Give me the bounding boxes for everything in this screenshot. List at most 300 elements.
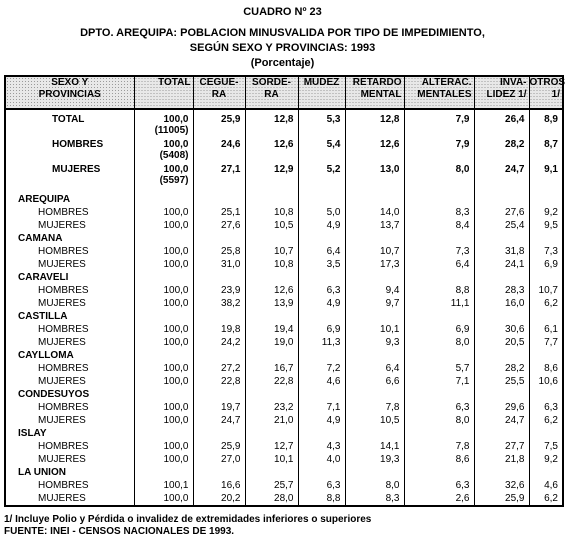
cell-mudez: 6,3: [298, 479, 345, 492]
empty-cell: [298, 232, 345, 245]
header-invalidez: INVA- LIDEZ 1/: [474, 76, 529, 109]
table-title: CUADRO Nº 23: [243, 6, 322, 18]
table-row: [5, 375, 563, 388]
table-row: [5, 414, 563, 427]
table-row: [5, 206, 563, 219]
cell-mudez: 6,3: [298, 284, 345, 297]
empty-cell: [193, 232, 245, 245]
header-otros: OTROS 1/: [529, 76, 563, 109]
cell-invalidez: 26,4: [474, 114, 529, 136]
cell-mudez: 7,2: [298, 362, 345, 375]
cell-otros: 10,6: [529, 375, 563, 388]
cell-sordera: 16,7: [245, 362, 298, 375]
spacer-cell: [404, 186, 474, 193]
cell-alterac: 8,0: [404, 164, 474, 186]
province-row: [5, 193, 563, 206]
empty-cell: [529, 271, 563, 284]
empty-cell: [474, 232, 529, 245]
table-row: [5, 453, 563, 466]
row-label: HOMBRES: [5, 284, 134, 297]
row-label: MUJERES: [5, 375, 134, 388]
row-label: MUJERES: [5, 258, 134, 271]
cell-sordera: 10,8: [245, 258, 298, 271]
cell-ceguera: 19,7: [193, 401, 245, 414]
row-label: MUJERES: [5, 492, 134, 506]
empty-cell: [134, 427, 193, 440]
empty-cell: [193, 310, 245, 323]
header-sordera: SORDE- RA: [245, 76, 298, 109]
cell-retardo: 9,7: [345, 297, 404, 310]
cell-total: 100,0: [134, 297, 193, 310]
cell-otros: 9,1: [529, 164, 563, 186]
cell-sordera: 12,8: [245, 114, 298, 136]
empty-cell: [345, 232, 404, 245]
empty-cell: [474, 271, 529, 284]
empty-cell: [404, 349, 474, 362]
cell-total: 100,0: [134, 284, 193, 297]
cell-invalidez: 20,5: [474, 336, 529, 349]
empty-cell: [134, 466, 193, 479]
cell-otros: 7,3: [529, 245, 563, 258]
cell-total: 100,0: [134, 492, 193, 506]
cell-alterac: 5,7: [404, 362, 474, 375]
cell-alterac: 6,4: [404, 258, 474, 271]
cell-mudez: 3,5: [298, 258, 345, 271]
cell-retardo: 17,3: [345, 258, 404, 271]
province-name: CASTILLA: [5, 310, 134, 323]
cell-retardo: 14,1: [345, 440, 404, 453]
cell-otros: 8,7: [529, 139, 563, 161]
cell-sordera: 10,8: [245, 206, 298, 219]
province-row: [5, 271, 563, 284]
cell-otros: 9,2: [529, 453, 563, 466]
total-count: (11005): [154, 125, 189, 136]
cell-alterac: 7,1: [404, 375, 474, 388]
cell-retardo: 12,8: [345, 114, 404, 136]
cell-invalidez: 32,6: [474, 479, 529, 492]
total-percent: 100,0: [163, 139, 189, 150]
cell-mudez: 4,6: [298, 375, 345, 388]
cell-retardo: 10,1: [345, 323, 404, 336]
cell-alterac: 11,1: [404, 297, 474, 310]
cell-sordera: 12,6: [245, 139, 298, 161]
empty-cell: [245, 271, 298, 284]
empty-cell: [134, 310, 193, 323]
cell-ceguera: 27,6: [193, 219, 245, 232]
cell-ceguera: 16,6: [193, 479, 245, 492]
province-row: [5, 388, 563, 401]
empty-cell: [345, 193, 404, 206]
province-name: AREQUIPA: [5, 193, 134, 206]
empty-cell: [193, 388, 245, 401]
cell-retardo: 13,0: [345, 164, 404, 186]
row-label: HOMBRES: [5, 362, 134, 375]
cell-alterac: 8,0: [404, 336, 474, 349]
empty-cell: [193, 466, 245, 479]
empty-cell: [404, 427, 474, 440]
cell-retardo: 10,5: [345, 414, 404, 427]
empty-cell: [474, 388, 529, 401]
cell-retardo: 9,3: [345, 336, 404, 349]
empty-cell: [345, 388, 404, 401]
row-label: MUJERES: [5, 414, 134, 427]
cell-invalidez: 25,4: [474, 219, 529, 232]
spacer-cell: [345, 186, 404, 193]
province-row: [5, 232, 563, 245]
empty-cell: [529, 193, 563, 206]
cell-total: 100,0: [134, 219, 193, 232]
table-row: [5, 401, 563, 414]
empty-cell: [345, 349, 404, 362]
total-count: (5597): [159, 175, 189, 186]
cell-mudez: 4,3: [298, 440, 345, 453]
header-mudez: MUDEZ: [298, 76, 345, 109]
empty-cell: [345, 427, 404, 440]
empty-cell: [245, 427, 298, 440]
cell-mudez: 4,0: [298, 453, 345, 466]
data-table: [4, 75, 564, 507]
cell-sordera: 10,7: [245, 245, 298, 258]
cell-otros: 4,6: [529, 479, 563, 492]
empty-cell: [474, 427, 529, 440]
spacer-cell: [474, 186, 529, 193]
empty-cell: [245, 349, 298, 362]
cell-invalidez: 21,8: [474, 453, 529, 466]
cell-otros: 6,2: [529, 297, 563, 310]
header-sexo-provincias: SEXO Y PROVINCIAS: [5, 76, 134, 109]
empty-cell: [529, 349, 563, 362]
cell-retardo: 10,7: [345, 245, 404, 258]
province-name: CONDESUYOS: [5, 388, 134, 401]
cell-total: 100,0: [134, 336, 193, 349]
cell-invalidez: 24,7: [474, 414, 529, 427]
cell-otros: 6,1: [529, 323, 563, 336]
cell-ceguera: 25,8: [193, 245, 245, 258]
empty-cell: [193, 427, 245, 440]
header-total: TOTAL: [134, 76, 193, 109]
empty-cell: [298, 271, 345, 284]
empty-cell: [298, 349, 345, 362]
cell-otros: 7,7: [529, 336, 563, 349]
cell-retardo: 14,0: [345, 206, 404, 219]
cell-retardo: 12,6: [345, 139, 404, 161]
empty-cell: [345, 466, 404, 479]
total-count: (5408): [159, 150, 189, 161]
province-name: LA UNION: [5, 466, 134, 479]
empty-cell: [298, 427, 345, 440]
header-ceguera: CEGUE- RA: [193, 76, 245, 109]
cell-invalidez: 27,6: [474, 206, 529, 219]
cell-mudez: 4,9: [298, 219, 345, 232]
row-label: HOMBRES: [5, 245, 134, 258]
empty-cell: [529, 232, 563, 245]
cell-total: 100,0: [134, 401, 193, 414]
cell-ceguera: 27,2: [193, 362, 245, 375]
spacer-cell: [134, 186, 193, 193]
cell-retardo: 7,8: [345, 401, 404, 414]
cell-total: [134, 164, 193, 186]
cell-total: 100,0: [134, 453, 193, 466]
cell-sordera: 21,0: [245, 414, 298, 427]
table-subtitle-line1: DPTO. AREQUIPA: POBLACION MINUSVALIDA POR TIPO DE IMPEDIMIENTO,: [80, 27, 485, 39]
cell-ceguera: 24,7: [193, 414, 245, 427]
cell-mudez: 6,9: [298, 323, 345, 336]
cell-total: 100,1: [134, 479, 193, 492]
empty-cell: [298, 388, 345, 401]
table-row: [5, 336, 563, 349]
cell-otros: 10,7: [529, 284, 563, 297]
cell-invalidez: 27,7: [474, 440, 529, 453]
cell-retardo: 6,4: [345, 362, 404, 375]
empty-cell: [404, 388, 474, 401]
spacer-cell: [5, 186, 134, 193]
table-row: [5, 284, 563, 297]
spacer-cell: [193, 186, 245, 193]
cell-invalidez: 24,7: [474, 164, 529, 186]
spacer-cell: [245, 186, 298, 193]
cell-retardo: 9,4: [345, 284, 404, 297]
empty-cell: [404, 271, 474, 284]
table-row: [5, 440, 563, 453]
empty-cell: [134, 193, 193, 206]
cell-alterac: 8,3: [404, 206, 474, 219]
empty-cell: [529, 466, 563, 479]
spacer-cell: [529, 186, 563, 193]
table-row: [5, 323, 563, 336]
empty-cell: [404, 232, 474, 245]
cell-sordera: 12,6: [245, 284, 298, 297]
cell-mudez: 5,2: [298, 164, 345, 186]
cell-sordera: 10,1: [245, 453, 298, 466]
cell-mudez: 6,4: [298, 245, 345, 258]
cell-mudez: 8,8: [298, 492, 345, 506]
cell-retardo: 8,0: [345, 479, 404, 492]
cell-ceguera: 31,0: [193, 258, 245, 271]
cell-alterac: 6,3: [404, 401, 474, 414]
row-label: MUJERES: [5, 219, 134, 232]
table-subtitle-line2: SEGÚN SEXO Y PROVINCIAS: 1993: [189, 42, 376, 54]
row-label: MUJERES: [5, 336, 134, 349]
cell-otros: 6,2: [529, 414, 563, 427]
empty-cell: [245, 310, 298, 323]
cell-total: 100,0: [134, 245, 193, 258]
cell-total: 100,0: [134, 258, 193, 271]
cell-mudez: 5,3: [298, 114, 345, 136]
summary-row: [5, 164, 563, 186]
row-label: HOMBRES: [5, 401, 134, 414]
summary-row: [5, 114, 563, 136]
table-row: [5, 492, 563, 506]
cell-alterac: 7,9: [404, 114, 474, 136]
cell-ceguera: 22,8: [193, 375, 245, 388]
cell-otros: 9,2: [529, 206, 563, 219]
cell-invalidez: 25,5: [474, 375, 529, 388]
empty-cell: [134, 388, 193, 401]
cell-mudez: 7,1: [298, 401, 345, 414]
empty-cell: [245, 232, 298, 245]
cell-mudez: 5,4: [298, 139, 345, 161]
cell-invalidez: 28,2: [474, 362, 529, 375]
cell-mudez: 5,0: [298, 206, 345, 219]
empty-cell: [529, 427, 563, 440]
row-label: MUJERES: [5, 297, 134, 310]
empty-cell: [345, 271, 404, 284]
cell-total: [134, 114, 193, 136]
cell-alterac: 6,3: [404, 479, 474, 492]
cell-otros: 6,9: [529, 258, 563, 271]
cell-sordera: 28,0: [245, 492, 298, 506]
cell-sordera: 12,7: [245, 440, 298, 453]
cell-invalidez: 28,2: [474, 139, 529, 161]
empty-cell: [474, 466, 529, 479]
empty-cell: [404, 310, 474, 323]
cell-retardo: 19,3: [345, 453, 404, 466]
table-row: [5, 362, 563, 375]
cell-total: 100,0: [134, 362, 193, 375]
cell-total: 100,0: [134, 414, 193, 427]
cell-ceguera: 25,1: [193, 206, 245, 219]
cell-sordera: 13,9: [245, 297, 298, 310]
source-note: FUENTE: INEI - CENSOS NACIONALES DE 1993.: [4, 526, 235, 537]
cell-otros: 8,9: [529, 114, 563, 136]
cell-invalidez: 25,9: [474, 492, 529, 506]
cell-sordera: 22,8: [245, 375, 298, 388]
empty-cell: [529, 388, 563, 401]
summary-label: HOMBRES: [5, 139, 134, 161]
empty-cell: [193, 349, 245, 362]
cell-sordera: 19,0: [245, 336, 298, 349]
cell-total: 100,0: [134, 323, 193, 336]
empty-cell: [474, 310, 529, 323]
cell-ceguera: 19,8: [193, 323, 245, 336]
cell-alterac: 7,9: [404, 139, 474, 161]
cell-invalidez: 29,6: [474, 401, 529, 414]
empty-cell: [474, 193, 529, 206]
empty-cell: [193, 271, 245, 284]
cell-invalidez: 30,6: [474, 323, 529, 336]
cell-ceguera: 20,2: [193, 492, 245, 506]
row-label: HOMBRES: [5, 206, 134, 219]
empty-cell: [474, 349, 529, 362]
empty-cell: [298, 310, 345, 323]
cell-alterac: 8,6: [404, 453, 474, 466]
cell-retardo: 8,3: [345, 492, 404, 506]
summary-label: TOTAL: [5, 114, 134, 136]
total-percent: 100,0: [163, 114, 189, 125]
table-row: [5, 245, 563, 258]
province-name: CAYLLOMA: [5, 349, 134, 362]
province-row: [5, 349, 563, 362]
cell-ceguera: 25,9: [193, 440, 245, 453]
empty-cell: [245, 466, 298, 479]
row-label: MUJERES: [5, 453, 134, 466]
cell-sordera: 19,4: [245, 323, 298, 336]
empty-cell: [298, 193, 345, 206]
cell-ceguera: 38,2: [193, 297, 245, 310]
table-row: [5, 297, 563, 310]
province-row: [5, 310, 563, 323]
empty-cell: [134, 232, 193, 245]
cell-alterac: 2,6: [404, 492, 474, 506]
empty-cell: [134, 271, 193, 284]
cell-invalidez: 24,1: [474, 258, 529, 271]
table-row: [5, 258, 563, 271]
cell-invalidez: 28,3: [474, 284, 529, 297]
empty-cell: [134, 349, 193, 362]
cell-sordera: 23,2: [245, 401, 298, 414]
cell-mudez: 11,3: [298, 336, 345, 349]
empty-cell: [404, 466, 474, 479]
row-label: HOMBRES: [5, 440, 134, 453]
cell-ceguera: 23,9: [193, 284, 245, 297]
province-name: ISLAY: [5, 427, 134, 440]
cell-invalidez: 16,0: [474, 297, 529, 310]
empty-cell: [298, 466, 345, 479]
cell-otros: 9,5: [529, 219, 563, 232]
cell-total: [134, 139, 193, 161]
cell-alterac: 7,3: [404, 245, 474, 258]
cell-otros: 6,2: [529, 492, 563, 506]
cell-alterac: 8,4: [404, 219, 474, 232]
footnote: 1/ Incluye Polio y Pérdida o invalidez de extremidades inferiores o superiores: [4, 514, 372, 525]
cell-invalidez: 31,8: [474, 245, 529, 258]
header-row: [5, 76, 563, 109]
empty-cell: [245, 388, 298, 401]
province-row: [5, 427, 563, 440]
empty-cell: [404, 193, 474, 206]
cell-alterac: 6,9: [404, 323, 474, 336]
cell-alterac: 8,0: [404, 414, 474, 427]
spacer-cell: [298, 186, 345, 193]
header-alteraciones-mentales: ALTERAC. MENTALES: [404, 76, 474, 109]
cell-ceguera: 24,2: [193, 336, 245, 349]
cell-ceguera: 24,6: [193, 139, 245, 161]
cell-retardo: 6,6: [345, 375, 404, 388]
empty-cell: [245, 193, 298, 206]
cell-mudez: 4,9: [298, 414, 345, 427]
cell-ceguera: 25,9: [193, 114, 245, 136]
cell-otros: 8,6: [529, 362, 563, 375]
total-percent: 100,0: [163, 164, 189, 175]
cell-sordera: 25,7: [245, 479, 298, 492]
cell-sordera: 10,5: [245, 219, 298, 232]
table-row: [5, 479, 563, 492]
province-row: [5, 466, 563, 479]
empty-cell: [529, 310, 563, 323]
cell-otros: 6,3: [529, 401, 563, 414]
cell-mudez: 4,9: [298, 297, 345, 310]
province-name: CAMANA: [5, 232, 134, 245]
summary-label: MUJERES: [5, 164, 134, 186]
cell-total: 100,0: [134, 440, 193, 453]
cell-retardo: 13,7: [345, 219, 404, 232]
row-label: HOMBRES: [5, 323, 134, 336]
row-label: HOMBRES: [5, 479, 134, 492]
cell-sordera: 12,9: [245, 164, 298, 186]
cell-alterac: 8,8: [404, 284, 474, 297]
empty-cell: [345, 310, 404, 323]
spacer-row: [5, 186, 563, 193]
header-retardo-mental: RETARDO MENTAL: [345, 76, 404, 109]
province-name: CARAVELI: [5, 271, 134, 284]
cell-total: 100,0: [134, 375, 193, 388]
summary-row: [5, 139, 563, 161]
cell-alterac: 7,8: [404, 440, 474, 453]
table-row: [5, 219, 563, 232]
cell-ceguera: 27,1: [193, 164, 245, 186]
cell-ceguera: 27,0: [193, 453, 245, 466]
cell-total: 100,0: [134, 206, 193, 219]
